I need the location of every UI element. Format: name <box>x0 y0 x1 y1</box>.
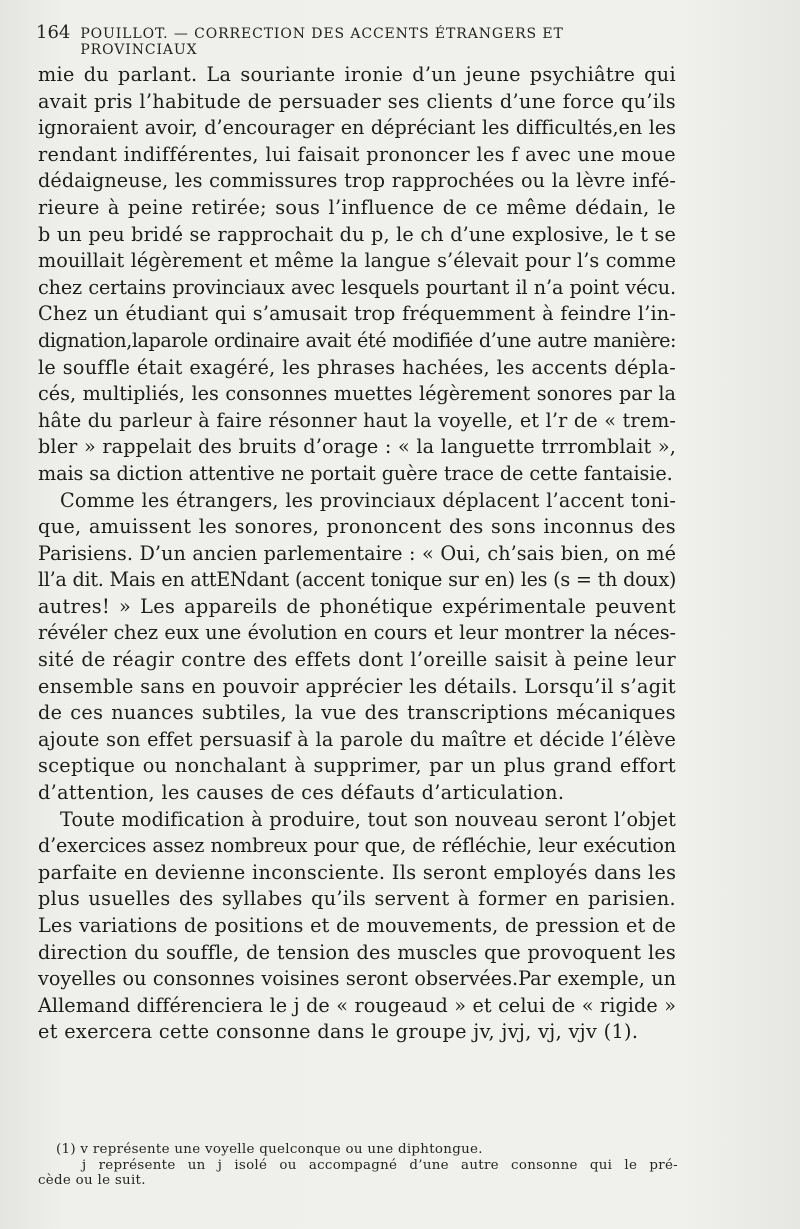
text-line: d’exercices assez nombreux pour que, de réfléchie, leur exécution <box>38 834 676 858</box>
text-line: et exercera cette consonne dans le groupe jv, jvj, vj, vjv (1). <box>38 1020 639 1044</box>
text-line: hâte du parleur à faire résonner haut la voyelle, et l’r de « trem- <box>38 408 676 432</box>
text-line: révéler chez eux une évolution en cours et leur montrer la néces- <box>38 621 676 645</box>
text-line: ignoraient avoir, d’encourager en dépréciant les difficultés,en les <box>38 116 676 140</box>
footnote-line: cède ou le suit. <box>38 1173 146 1188</box>
text-line: sceptique ou nonchalant à supprimer, par un plus grand effort <box>38 754 676 778</box>
footnotes <box>38 1142 678 1189</box>
footnote-line: j représente un j isolé ou accompagné d’une autre consonne qui le pré- <box>82 1157 678 1173</box>
text-line: rendant indifférentes, lui faisait prononcer les f avec une moue <box>38 142 676 166</box>
text-line: ll’a dit. Mais en attENdant (accent tonique sur en) les (s = th doux) <box>38 568 676 592</box>
text-line: sité de réagir contre des effets dont l’oreille saisit à peine leur <box>38 648 676 672</box>
text-line: mouillait légèrement et même la langue s’élevait pour l’s comme <box>38 249 676 273</box>
footnote-line: (1) v représente une voyelle quelconque ou une diphtongue. <box>56 1142 483 1157</box>
text-line: b un peu bridé se rapprochait du p, le ch d’une explosive, le t se <box>38 222 676 246</box>
running-title: POUILLOT. — CORRECTION DES ACCENTS ÉTRANGERS ET PROVINCIAUX <box>80 26 564 58</box>
text-line: chez certains provinciaux avec lesquels pourtant il n’a point vécu. <box>38 275 676 299</box>
text-line: d’attention, les causes de ces défauts d’articulation. <box>38 781 565 805</box>
text-line: Parisiens. D’un ancien parlementaire : « Oui, ch’sais bien, on mé <box>38 541 676 565</box>
text-line: que, amuissent les sonores, prononcent des sons inconnus des <box>38 515 676 539</box>
text-line: Allemand différenciera le j de « rougeaud » et celui de « rigide » <box>38 993 676 1017</box>
text-line: cés, multipliés, les consonnes muettes légèrement sonores par la <box>38 382 676 406</box>
text-line: ajoute son effet persuasif à la parole du maître et décide l’élève <box>38 727 676 751</box>
paragraph-start: Comme les étrangers, les provinciaux déplacent l’accent toni- <box>60 488 676 512</box>
text-line: dédaigneuse, les commissures trop rapprochées ou la lèvre infé- <box>38 169 676 193</box>
text-line: dignation,laparole ordinaire avait été modifiée d’une autre manière: <box>38 328 676 352</box>
text-line: direction du souffle, de tension des muscles que provoquent les <box>38 940 676 964</box>
text-line: mais sa diction attentive ne portait guère trace de cette fantaisie. <box>38 461 673 485</box>
text-line: ensemble sans en pouvoir apprécier les détails. Lorsqu’il s’agit <box>38 674 676 698</box>
text-line: mie du parlant. La souriante ironie d’un jeune psychiâtre qui <box>38 63 676 86</box>
text-line: de ces nuances subtiles, la vue des transcriptions mécaniques <box>38 701 676 725</box>
running-header <box>36 22 681 58</box>
page-number: 164 <box>36 22 71 43</box>
text-line: le souffle était exagéré, les phrases hachées, les accents dépla- <box>38 355 676 379</box>
text-line: rieure à peine retirée; sous l’influence de ce même dédain, le <box>38 195 676 219</box>
text-line: Chez un étudiant qui s’amusait trop fréquemment à feindre l’in- <box>38 302 676 326</box>
text-line: plus usuelles des syllabes qu’ils servent à former en parisien. <box>38 887 676 911</box>
text-line: parfaite en devienne inconsciente. Ils seront employés dans les <box>38 860 677 884</box>
text-line: voyelles ou consonnes voisines seront observées.Par exemple, un <box>38 967 676 991</box>
text-line: avait pris l’habitude de persuader ses clients d’une force qu’ils <box>38 89 676 113</box>
text-line: autres! » Les appareils de phonétique expérimentale peuvent <box>38 594 676 618</box>
paragraph-start: Toute modification à produire, tout son nouveau seront l’objet <box>60 807 676 831</box>
text-line: Les variations de positions et de mouvements, de pression et de <box>38 914 676 937</box>
text-line: bler » rappelait des bruits d’orage : « la languette trrromblait », <box>38 435 676 459</box>
body-text <box>38 62 676 1046</box>
